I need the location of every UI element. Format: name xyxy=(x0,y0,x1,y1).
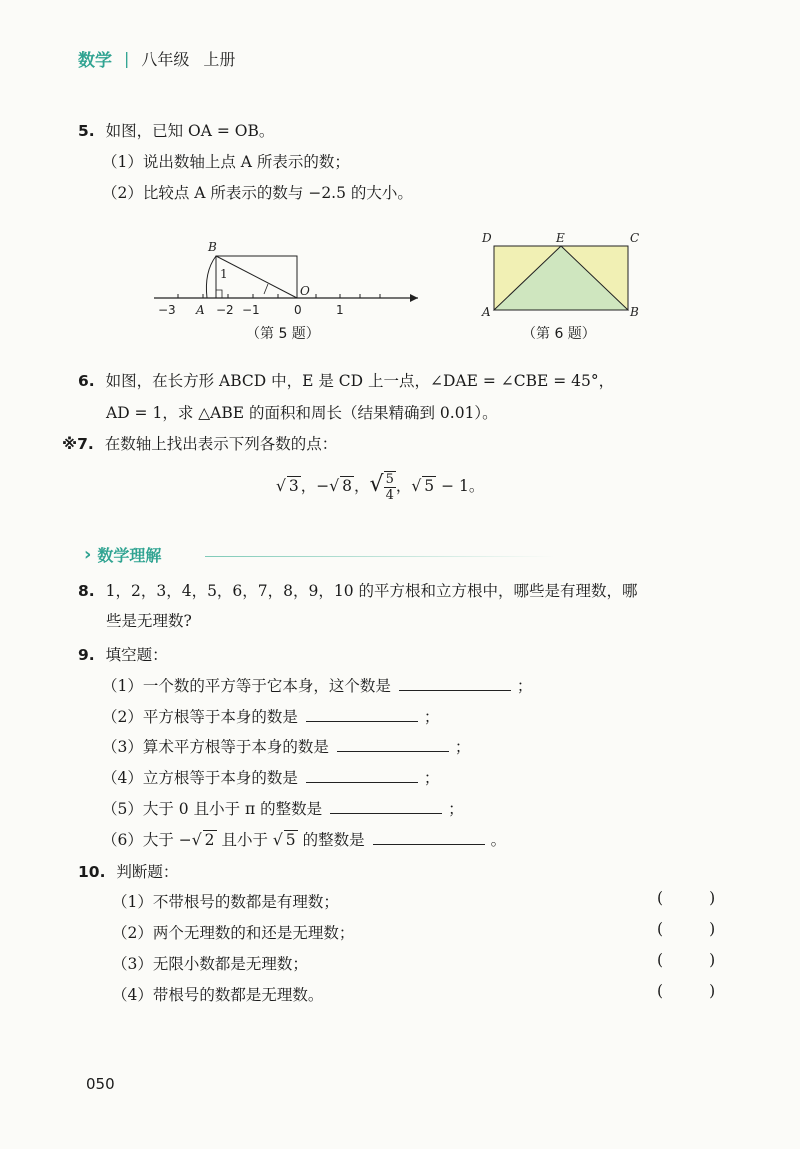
answer-parens[interactable] xyxy=(657,951,715,969)
q5-sub2: （2）比较点 A 所表示的数与 −2.5 的大小。 xyxy=(102,184,413,202)
frac-numerator: 5 xyxy=(385,472,394,487)
fill-item-text: 的整数是 xyxy=(297,831,365,849)
section-title xyxy=(84,543,161,566)
header-separator: | xyxy=(124,49,130,68)
label-one: 1 xyxy=(220,267,228,281)
answer-blank[interactable] xyxy=(306,768,418,783)
figure-5 xyxy=(150,236,430,322)
section-divider xyxy=(205,556,555,557)
fill-item-text: （4）立方根等于本身的数是 xyxy=(102,769,298,787)
tick-label: −3 xyxy=(158,303,176,317)
answer-blank[interactable] xyxy=(373,830,485,845)
q5-text: 如图，已知 OA = OB。 xyxy=(105,122,275,140)
q9-title: 填空题： xyxy=(105,646,168,664)
arc-arrow-mark xyxy=(264,284,268,294)
fill-item-end: 。 xyxy=(490,831,507,849)
expr-text: ，− xyxy=(300,477,330,495)
q8-number: 8. xyxy=(78,582,95,600)
q7-text: 在数轴上找出表示下列各数的点： xyxy=(104,435,338,453)
q7-number: ※7. xyxy=(62,435,94,453)
chevron-right-icon: › xyxy=(84,544,92,565)
fill-item-text: （1）一个数的平方等于它本身，这个数是 xyxy=(102,677,391,695)
header-subject: 数学 xyxy=(78,51,112,71)
sqrt-sign: √ xyxy=(272,831,283,849)
paren-open: ( xyxy=(657,982,664,1000)
paren-open: ( xyxy=(657,889,664,907)
tick-label: −2 xyxy=(216,303,234,317)
answer-parens[interactable] xyxy=(657,982,715,1000)
q9-number: 9. xyxy=(78,646,95,664)
label-o: O xyxy=(300,284,310,298)
fill-item-text: （2）平方根等于本身的数是 xyxy=(102,708,298,726)
paren-close: ) xyxy=(709,920,716,938)
fill-item-end: ； xyxy=(516,677,533,695)
arc-b-to-a xyxy=(206,256,216,298)
answer-blank[interactable] xyxy=(337,737,449,752)
q5-sub1: （1）说出数轴上点 A 所表示的数； xyxy=(102,153,350,171)
answer-parens[interactable] xyxy=(657,889,715,907)
tick-label: 0 xyxy=(294,303,302,317)
q6-line2: AD = 1，求 △ABE 的面积和周长（结果精确到 0.01）。 xyxy=(106,404,498,422)
expr-text: ， xyxy=(395,477,412,495)
sqrt-sign: √ xyxy=(276,477,286,495)
paren-close: ) xyxy=(709,889,716,907)
sqrt-8: 8 xyxy=(342,477,353,495)
paren-close: ) xyxy=(709,982,716,1000)
fill-item-text: （5）大于 0 且小于 π 的整数是 xyxy=(102,800,323,818)
expr-text: ， xyxy=(354,477,370,495)
fill-item-text: （3）算术平方根等于本身的数是 xyxy=(102,738,329,756)
sqrt-2: 2 xyxy=(204,831,215,849)
q7-line xyxy=(62,433,337,455)
judge-item: （2）两个无理数的和还是无理数； xyxy=(112,924,355,942)
q6-line1 xyxy=(78,370,614,392)
paren-close: ) xyxy=(709,951,716,969)
fill-item xyxy=(102,706,439,728)
sqrt-sign: √ xyxy=(411,477,422,495)
label-d: D xyxy=(482,231,492,245)
right-angle-mark xyxy=(216,290,222,298)
q7-expression xyxy=(276,470,484,503)
figure-6-caption: （第 6 题） xyxy=(522,326,596,342)
paren-open: ( xyxy=(657,920,664,938)
fill-item xyxy=(102,736,470,758)
label-b: B xyxy=(208,240,217,254)
q10-line xyxy=(78,861,178,883)
header-grade: 八年级 xyxy=(141,50,190,69)
label-b: B xyxy=(630,305,639,319)
segment-ob xyxy=(216,256,297,298)
figure-6 xyxy=(478,228,648,322)
fill-item xyxy=(102,829,506,851)
q6-text: 如图，在长方形 ABCD 中，E 是 CD 上一点，∠DAE = ∠CBE = 45°， xyxy=(105,372,615,390)
q8-text: 1，2，3，4，5，6，7，8，9，10 的平方根和立方根中，哪些是有理数，哪 xyxy=(105,582,638,600)
judge-item: （1）不带根号的数都是有理数； xyxy=(112,893,339,911)
fill-item-end: ； xyxy=(448,800,464,818)
frac-denominator: 4 xyxy=(385,488,394,503)
fill-item-end: ； xyxy=(423,769,440,787)
label-a: A xyxy=(482,305,491,319)
fill-item xyxy=(102,675,532,697)
tick-label: −1 xyxy=(242,303,260,317)
answer-parens[interactable] xyxy=(657,920,715,938)
q5-number: 5. xyxy=(78,122,95,140)
answer-blank[interactable] xyxy=(399,676,511,691)
q9-line xyxy=(78,644,168,666)
sqrt-5: 5 xyxy=(285,831,296,849)
paren-open: ( xyxy=(657,951,664,969)
page-number: 050 xyxy=(86,1075,115,1093)
fill-item-text: （6）大于 − xyxy=(102,831,192,849)
label-c: C xyxy=(630,231,640,245)
q10-number: 10. xyxy=(78,863,106,881)
fraction-5-4 xyxy=(384,471,396,503)
fill-item-text: 且小于 xyxy=(216,831,273,849)
q6-number: 6. xyxy=(78,372,95,390)
axis-ticks xyxy=(178,294,380,298)
answer-blank[interactable] xyxy=(306,707,418,722)
q5-line xyxy=(78,120,274,142)
page-header xyxy=(78,46,235,71)
header-volume: 上册 xyxy=(203,50,236,69)
judge-item: （4）带根号的数都是无理数。 xyxy=(112,986,324,1004)
sqrt-sign: √ xyxy=(369,472,384,497)
fill-item-end: ； xyxy=(423,708,440,726)
sqrt-5: 5 xyxy=(424,477,435,495)
sqrt-sign: √ xyxy=(329,477,340,495)
tick-label: 1 xyxy=(336,303,344,317)
label-a: A xyxy=(196,303,205,317)
figure-5-caption: （第 5 题） xyxy=(246,326,320,342)
sqrt-3: 3 xyxy=(288,477,299,495)
fill-item xyxy=(102,798,464,820)
q10-title: 判断题： xyxy=(116,863,179,881)
fill-item xyxy=(102,767,439,789)
sqrt-sign: √ xyxy=(191,831,202,849)
q8-line1 xyxy=(78,580,638,602)
answer-blank[interactable] xyxy=(330,799,442,814)
axis-arrow-icon xyxy=(410,294,418,302)
fill-item-end: ； xyxy=(454,738,471,756)
expr-text: − 1。 xyxy=(436,477,485,495)
label-e: E xyxy=(556,231,565,245)
q8-line2: 些是无理数? xyxy=(106,612,192,630)
judge-item: （3）无限小数都是无理数； xyxy=(112,955,308,973)
section-title-text: 数学理解 xyxy=(97,546,162,565)
